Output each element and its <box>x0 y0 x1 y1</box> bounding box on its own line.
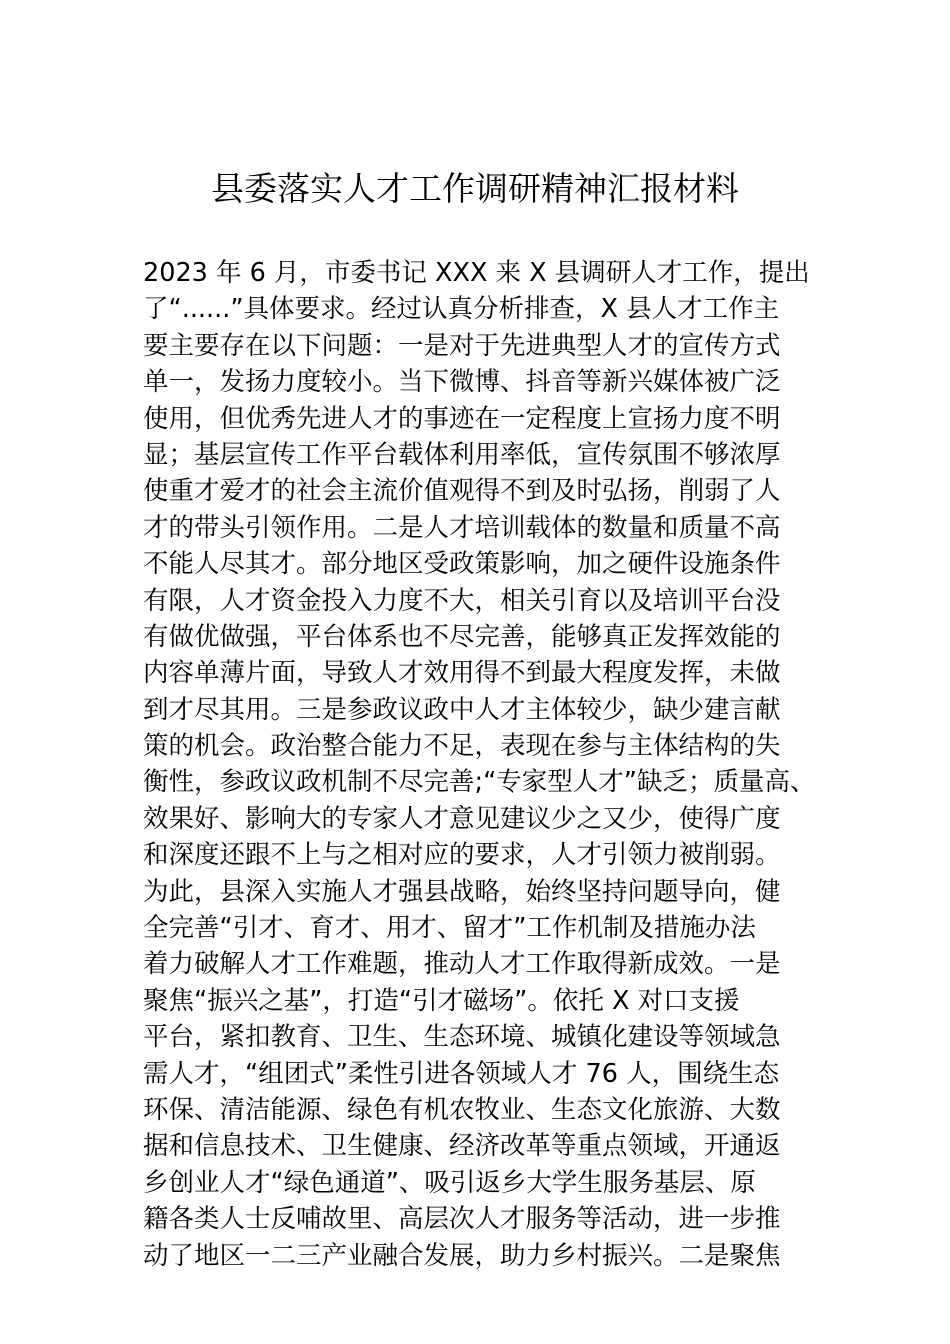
body-line: 全完善“引才、育才、用才、留才”工作机制及措施办法 <box>143 913 756 944</box>
body-line: 效果好、影响大的专家人才意见建议少之又少，使得广度 <box>143 803 781 834</box>
body-line: 环保、清洁能源、绿色有机农牧业、生态文化旅游、大数 <box>143 1094 781 1125</box>
body-line: 使重才爱才的社会主流价值观得不到及时弘扬，削弱了人 <box>143 476 781 507</box>
body-line: 了“......”具体要求。经过认真分析排查，X 县人才工作主 <box>143 294 780 325</box>
body-line: 需人才，“组团式”柔性引进各领域人才 76 人，围绕生态 <box>143 1058 780 1089</box>
body-line: 籍各类人士反哺故里、高层次人才服务等活动，进一步推 <box>143 1204 781 1235</box>
body-line: 有限，人才资金投入力度不大，相关引育以及培训平台没 <box>143 585 781 616</box>
body-line: 策的机会。政治整合能力不足，表现在参与主体结构的失 <box>143 731 781 762</box>
body-line: 据和信息技术、卫生健康、经济改革等重点领域，开通返 <box>143 1131 781 1162</box>
body-line: 为此，县深入实施人才强县战略，始终坚持问题导向，健 <box>143 876 781 907</box>
body-line: 平台，紧扣教育、卫生、生态环境、城镇化建设等领域急 <box>143 1022 781 1053</box>
body-line: 要主要存在以下问题：一是对于先进典型人才的宣传方式 <box>143 330 781 361</box>
document-body <box>143 255 823 1274</box>
body-line: 不能人尽其才。部分地区受政策影响，加之硬件设施条件 <box>143 549 781 580</box>
body-line: 有做优做强，平台体系也不尽完善，能够真正发挥效能的 <box>143 621 781 652</box>
body-line: 单一，发扬力度较小。当下微博、抖音等新兴媒体被广泛 <box>143 367 781 398</box>
document-title: 县委落实人才工作调研精神汇报材料 <box>211 169 739 208</box>
body-line: 聚焦“振兴之基”，打造“引才磁场”。依托 X 对口支援 <box>143 985 740 1016</box>
body-line: 显；基层宣传工作平台载体利用率低，宣传氛围不够浓厚 <box>143 439 781 470</box>
body-line: 动了地区一二三产业融合发展，助力乡村振兴。二是聚焦 <box>143 1240 781 1271</box>
body-line: 衡性，参政议政机制不尽完善;“专家型人才”缺乏；质量高、 <box>143 767 816 798</box>
body-line: 内容单薄片面，导致人才效用得不到最大程度发挥，未做 <box>143 658 781 689</box>
body-line: 着力破解人才工作难题，推动人才工作取得新成效。一是 <box>143 949 781 980</box>
body-line: 2023 年 6 月，市委书记 XXX 来 X 县调研人才工作，提出 <box>143 258 810 288</box>
body-line: 才的带头引领作用。二是人才培训载体的数量和质量不高 <box>143 512 781 543</box>
body-line: 到才尽其用。三是参政议政中人才主体较少，缺少建言献 <box>143 694 781 725</box>
body-line: 使用，但优秀先进人才的事迹在一定程度上宣扬力度不明 <box>143 403 781 434</box>
body-line: 乡创业人才“绿色通道”、吸引返乡大学生服务基层、原 <box>143 1167 756 1198</box>
body-line: 和深度还跟不上与之相对应的要求，人才引领力被削弱。 <box>143 840 781 871</box>
